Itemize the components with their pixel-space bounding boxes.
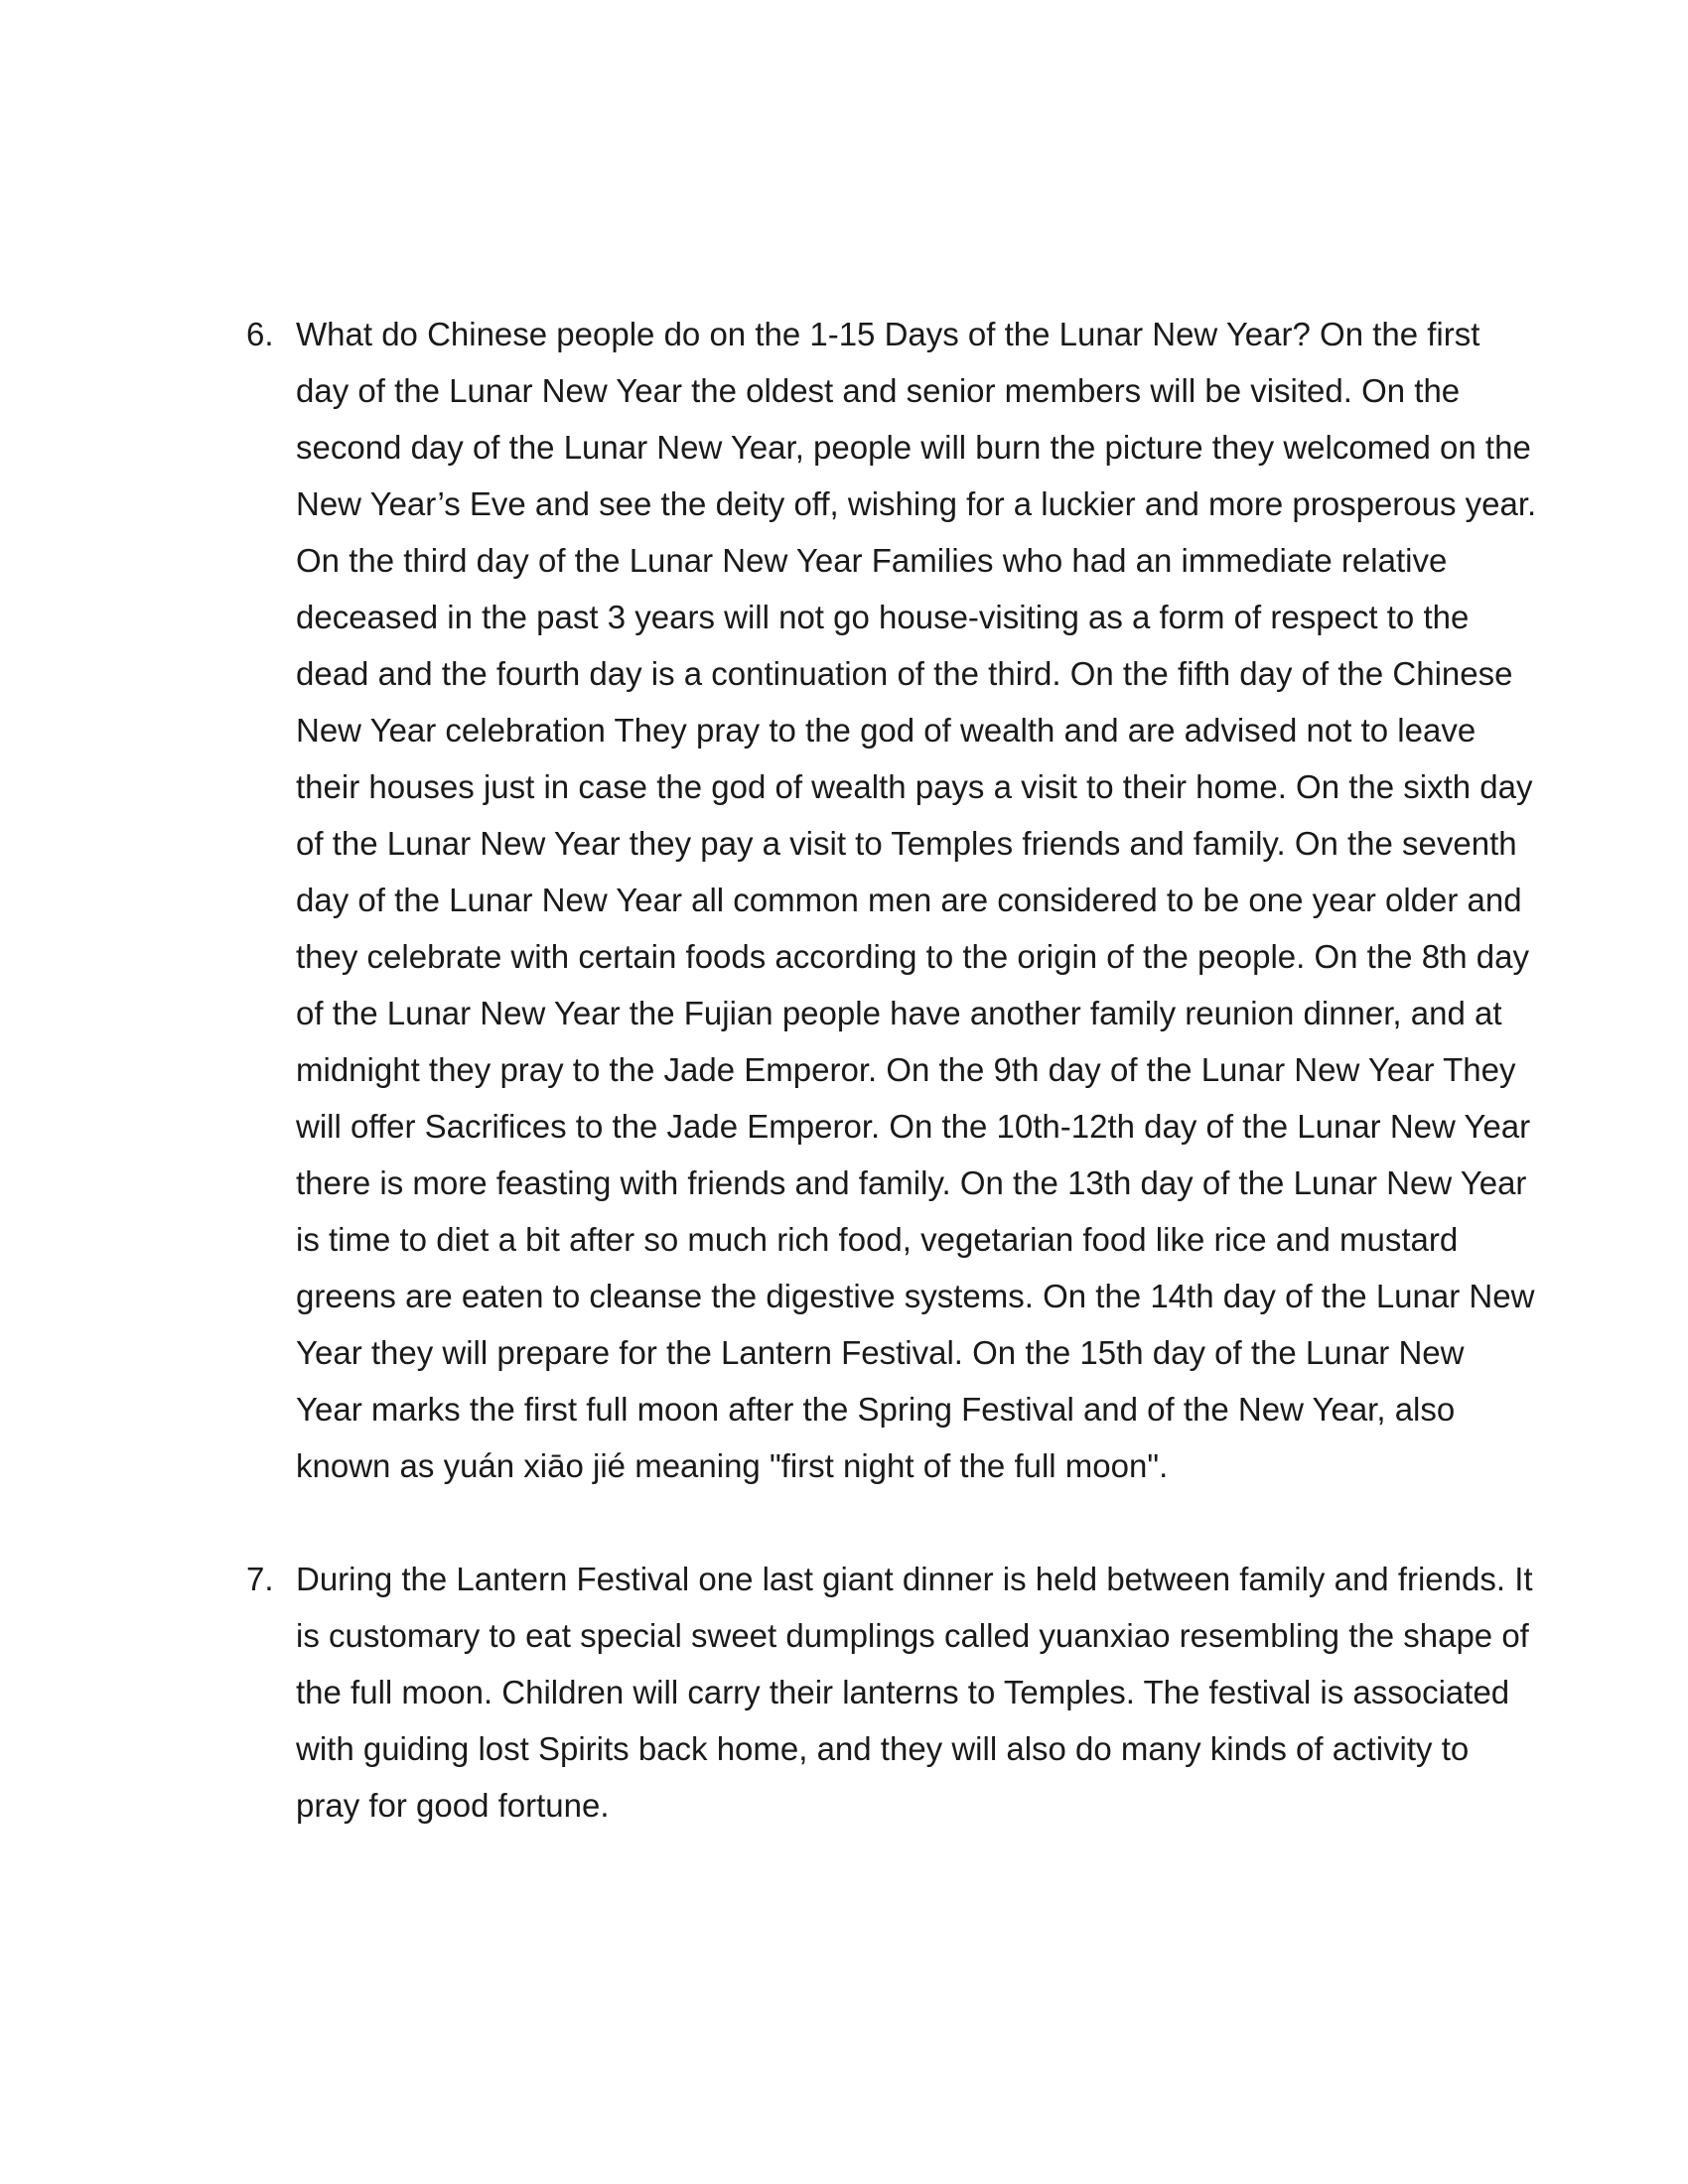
- list-item-7: [246, 1551, 1533, 1834]
- list-item-number: 6.: [246, 316, 274, 352]
- list-item-text: During the Lantern Festival one last giant dinner is held between family and friends. It is customary to eat special sweet dumplings called yuanxiao resembling the shape of the full moon. Children will carry their lanterns to Temples. The festival is associated with guiding lost Spirits back home, and they will also do many kinds of activity to pray for good fortune.: [296, 1561, 1533, 1824]
- list-item-6: [246, 306, 1537, 1494]
- list-item-number: 7.: [246, 1561, 274, 1597]
- list-item-text: What do Chinese people do on the 1-15 Days of the Lunar New Year? On the first day of the Lunar New Year the oldest and senior members will be visited. On the second day of the Lunar New Year, people will burn the picture they welcomed on the New Year’s Eve and see the deity off, wishing for a luckier and more prosperous year. On the third day of the Lunar New Year Families who had an immediate relative deceased in the past 3 years will not go house-visiting as a form of respect to the dead and the fourth day is a continuation of the third. On the fifth day of the Chinese New Year celebration They pray to the god of wealth and are advised not to leave their houses just in case the god of wealth pays a visit to their home. On the sixth day of the Lunar New Year they pay a visit to Temples friends and family. On the seventh day of the Lunar New Year all common men are considered to be one year older and they celebrate with certain foods according to the origin of the people. On the 8th day of the Lunar New Year the Fujian people have another family reunion dinner, and at midnight they pray to the Jade Emperor. On the 9th day of the Lunar New Year They will offer Sacrifices to the Jade Emperor. On the 10th-12th day of the Lunar New Year there is more feasting with friends and family. On the 13th day of the Lunar New Year is time to diet a bit after so much rich food, vegetarian food like rice and mustard greens are eaten to cleanse the digestive systems. On the 14th day of the Lunar New Year they will prepare for the Lantern Festival. On the 15th day of the Lunar New Year marks the first full moon after the Spring Festival and of the New Year, also known as yuán xiāo jié meaning "first night of the full moon".: [296, 316, 1537, 1484]
- numbered-list: [246, 306, 1537, 1834]
